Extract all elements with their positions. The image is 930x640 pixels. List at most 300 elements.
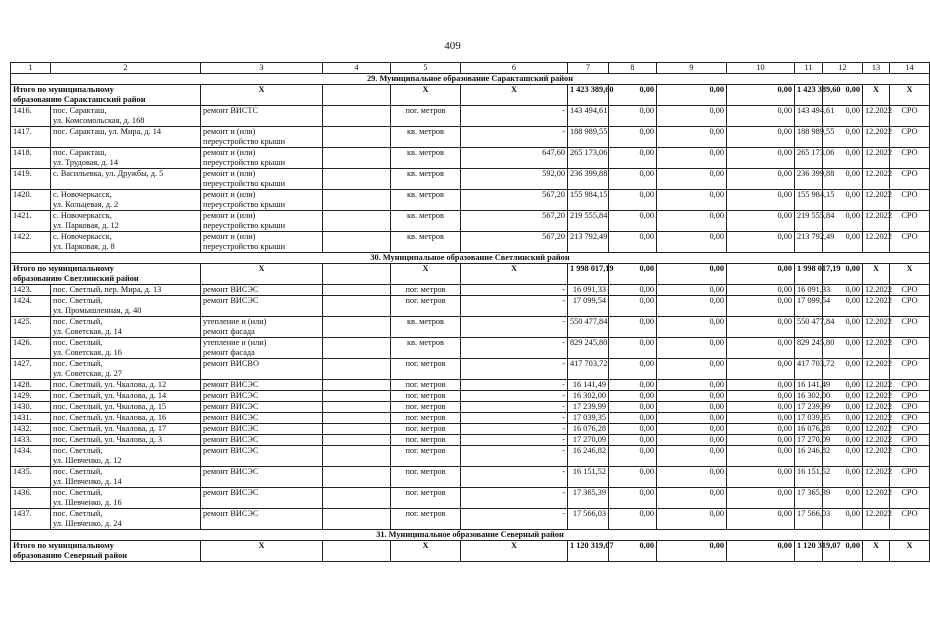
address-line-1: пос. Светлый, <box>53 359 103 368</box>
col-8-value: 0,00 <box>609 435 657 446</box>
unit: кв. метров <box>391 169 461 190</box>
work-type <box>201 488 323 509</box>
work-type <box>201 435 323 446</box>
total-col-10: 0,00 <box>727 541 795 562</box>
total-col-6: X <box>461 541 568 562</box>
col-10-value: 0,00 <box>727 285 795 296</box>
total-cost: 16 246,82 <box>568 446 609 467</box>
total-col-8: 0,00 <box>609 541 657 562</box>
col-12-value: 0,00 <box>823 148 863 169</box>
funding-source: СРО <box>890 106 930 127</box>
address-line-1: с. Васильевка, ул. Дружбы, д. 5 <box>53 169 164 178</box>
total-label-line-2: образованию Светлинский район <box>13 274 139 283</box>
total-col-13: X <box>863 541 890 562</box>
total-col-8: 0,00 <box>609 264 657 285</box>
total-cost: 17 365,39 <box>568 488 609 509</box>
work-type-line-2: ремонт фасада <box>203 327 255 336</box>
column-number-1: 1 <box>11 63 51 74</box>
spacer <box>323 190 391 211</box>
address-line-2: ул. Советская, д. 16 <box>53 348 122 357</box>
col-10-value: 0,00 <box>727 391 795 402</box>
table-row <box>11 106 930 127</box>
spacer <box>323 127 391 148</box>
address-line-1: с. Новочеркасск, <box>53 232 112 241</box>
unit: пог. метров <box>391 285 461 296</box>
address-line-1: пос. Светлый, пер. Мира, д. 13 <box>53 285 162 294</box>
spacer <box>323 106 391 127</box>
row-number: 1424. <box>11 296 51 317</box>
unit: кв. метров <box>391 127 461 148</box>
col-10-value: 0,00 <box>727 148 795 169</box>
col-12-value: 0,00 <box>823 391 863 402</box>
col-8-value: 0,00 <box>609 446 657 467</box>
work-type-line-1: ремонт и (или) <box>203 232 256 241</box>
quantity: - <box>461 402 568 413</box>
spacer <box>323 435 391 446</box>
col-9-value: 0,00 <box>657 467 727 488</box>
address-line-1: пос. Светлый, <box>53 317 103 326</box>
unit: пог. метров <box>391 509 461 530</box>
col-8-value: 0,00 <box>609 359 657 380</box>
col-11-value: 143 494,61 <box>795 106 823 127</box>
address-line-1: пос. Светлый, <box>53 509 103 518</box>
col-12-value: 0,00 <box>823 467 863 488</box>
address <box>51 509 201 530</box>
section-total-row <box>11 541 930 562</box>
col-10-value: 0,00 <box>727 446 795 467</box>
completion-date: 12.2022 <box>863 467 890 488</box>
col-10-value: 0,00 <box>727 424 795 435</box>
spacer <box>323 296 391 317</box>
completion-date: 12.2022 <box>863 190 890 211</box>
col-11-value: 17 270,09 <box>795 435 823 446</box>
work-type-line-1: ремонт ВИСТС <box>203 106 259 115</box>
completion-date: 12.2022 <box>863 338 890 359</box>
address <box>51 232 201 253</box>
total-cost: 17 239,99 <box>568 402 609 413</box>
funding-source: СРО <box>890 359 930 380</box>
funding-source: СРО <box>890 413 930 424</box>
work-type-line-1: ремонт ВИСЭС <box>203 402 259 411</box>
work-type <box>201 402 323 413</box>
table-row <box>11 413 930 424</box>
total-col-3: X <box>201 264 323 285</box>
row-number: 1431. <box>11 413 51 424</box>
col-11-value: 550 477,84 <box>795 317 823 338</box>
col-10-value: 0,00 <box>727 435 795 446</box>
col-10-value: 0,00 <box>727 509 795 530</box>
address <box>51 446 201 467</box>
column-number-6: 6 <box>461 63 568 74</box>
col-9-value: 0,00 <box>657 296 727 317</box>
unit: кв. метров <box>391 232 461 253</box>
address-line-1: пос. Светлый, <box>53 338 103 347</box>
column-number-7: 7 <box>568 63 609 74</box>
address-line-2: ул. Советская, д. 27 <box>53 369 122 378</box>
address <box>51 435 201 446</box>
completion-date: 12.2022 <box>863 435 890 446</box>
total-cost: 16 302,00 <box>568 391 609 402</box>
col-10-value: 0,00 <box>727 488 795 509</box>
column-number-4: 4 <box>323 63 391 74</box>
work-type-line-1: ремонт и (или) <box>203 127 256 136</box>
quantity: - <box>461 359 568 380</box>
total-cost: 17 566,03 <box>568 509 609 530</box>
col-12-value: 0,00 <box>823 285 863 296</box>
col-10-value: 0,00 <box>727 467 795 488</box>
table-row <box>11 435 930 446</box>
total-cost: 213 792,49 <box>568 232 609 253</box>
total-label-line-1: Итого по муниципальному <box>13 541 114 550</box>
col-8-value: 0,00 <box>609 296 657 317</box>
col-8-value: 0,00 <box>609 338 657 359</box>
col-12-value: 0,00 <box>823 446 863 467</box>
address-line-1: пос. Саракташ, ул. Мира, д. 14 <box>53 127 162 136</box>
quantity: - <box>461 446 568 467</box>
col-8-value: 0,00 <box>609 317 657 338</box>
col-12-value: 0,00 <box>823 488 863 509</box>
work-type <box>201 338 323 359</box>
address-line-1: пос. Светлый, <box>53 446 103 455</box>
address-line-1: пос. Светлый, ул. Чкалова, д. 12 <box>53 380 167 389</box>
table-row <box>11 127 930 148</box>
work-type-line-1: ремонт ВИСЭС <box>203 435 259 444</box>
unit: пог. метров <box>391 296 461 317</box>
col-12-value: 0,00 <box>823 435 863 446</box>
unit: кв. метров <box>391 190 461 211</box>
spacer <box>323 488 391 509</box>
col-9-value: 0,00 <box>657 232 727 253</box>
total-cost: 143 494,61 <box>568 106 609 127</box>
section-title-row <box>11 74 930 85</box>
work-type <box>201 211 323 232</box>
total-col-6: X <box>461 264 568 285</box>
total-col-5: X <box>391 264 461 285</box>
table-row <box>11 391 930 402</box>
col-9-value: 0,00 <box>657 413 727 424</box>
work-type <box>201 391 323 402</box>
col-8-value: 0,00 <box>609 380 657 391</box>
quantity: - <box>461 106 568 127</box>
quantity: - <box>461 488 568 509</box>
col-10-value: 0,00 <box>727 232 795 253</box>
work-type <box>201 296 323 317</box>
address <box>51 296 201 317</box>
address-line-2: ул. Шевченко, д. 12 <box>53 456 122 465</box>
address <box>51 402 201 413</box>
work-type <box>201 169 323 190</box>
total-cost: 17 039,35 <box>568 413 609 424</box>
address <box>51 488 201 509</box>
address-line-1: пос. Светлый, ул. Чкалова, д. 16 <box>53 413 167 422</box>
address <box>51 380 201 391</box>
col-12-value: 0,00 <box>823 413 863 424</box>
total-col-3: X <box>201 85 323 106</box>
section-title-row <box>11 530 930 541</box>
column-number-10: 10 <box>727 63 795 74</box>
col-9-value: 0,00 <box>657 380 727 391</box>
col-12-value: 0,00 <box>823 106 863 127</box>
total-cost: 829 245,80 <box>568 338 609 359</box>
spacer <box>323 211 391 232</box>
quantity: 567,20 <box>461 190 568 211</box>
col-12-value: 0,00 <box>823 190 863 211</box>
completion-date: 12.2022 <box>863 359 890 380</box>
col-12-value: 0,00 <box>823 424 863 435</box>
table-row <box>11 509 930 530</box>
unit: пог. метров <box>391 413 461 424</box>
completion-date: 12.2022 <box>863 488 890 509</box>
col-9-value: 0,00 <box>657 488 727 509</box>
col-12-value: 0,00 <box>823 359 863 380</box>
table-row <box>11 190 930 211</box>
funding-source: СРО <box>890 232 930 253</box>
unit: пог. метров <box>391 446 461 467</box>
section-title: 30. Муниципальное образование Светлинский район <box>11 253 930 264</box>
work-type <box>201 413 323 424</box>
work-type-line-2: переустройство крыши <box>203 137 286 146</box>
col-11-value: 17 566,03 <box>795 509 823 530</box>
funding-source: СРО <box>890 467 930 488</box>
col-9-value: 0,00 <box>657 211 727 232</box>
quantity: - <box>461 380 568 391</box>
column-number-8: 8 <box>609 63 657 74</box>
work-type-line-1: ремонт ВИСЭС <box>203 488 259 497</box>
funding-source: СРО <box>890 317 930 338</box>
total-col-9: 0,00 <box>657 85 727 106</box>
total-col-10: 0,00 <box>727 264 795 285</box>
col-12-value: 0,00 <box>823 338 863 359</box>
total-col-11: 1 120 319,07 <box>795 541 823 562</box>
work-type-line-2: переустройство крыши <box>203 179 286 188</box>
work-type-line-1: ремонт ВИСЭС <box>203 413 259 422</box>
unit: пог. метров <box>391 488 461 509</box>
address-line-1: пос. Светлый, <box>53 296 103 305</box>
work-type-line-1: ремонт ВИСЭС <box>203 391 259 400</box>
total-label-line-1: Итого по муниципальному <box>13 85 114 94</box>
col-11-value: 17 365,39 <box>795 488 823 509</box>
spacer <box>323 232 391 253</box>
col-11-value: 17 239,99 <box>795 402 823 413</box>
col-10-value: 0,00 <box>727 380 795 391</box>
col-9-value: 0,00 <box>657 435 727 446</box>
col-12-value: 0,00 <box>823 232 863 253</box>
col-9-value: 0,00 <box>657 190 727 211</box>
address <box>51 190 201 211</box>
col-8-value: 0,00 <box>609 169 657 190</box>
unit: пог. метров <box>391 391 461 402</box>
table-row <box>11 211 930 232</box>
col-9-value: 0,00 <box>657 169 727 190</box>
unit: пог. метров <box>391 402 461 413</box>
completion-date: 12.2022 <box>863 413 890 424</box>
col-8-value: 0,00 <box>609 211 657 232</box>
total-cost: 16 151,52 <box>568 467 609 488</box>
col-11-value: 155 984,15 <box>795 190 823 211</box>
total-cost: 188 989,55 <box>568 127 609 148</box>
address <box>51 467 201 488</box>
address <box>51 424 201 435</box>
table-row <box>11 232 930 253</box>
row-number: 1426. <box>11 338 51 359</box>
work-type <box>201 467 323 488</box>
column-number-14: 14 <box>890 63 930 74</box>
col-11-value: 16 091,33 <box>795 285 823 296</box>
total-label <box>11 541 201 562</box>
col-9-value: 0,00 <box>657 338 727 359</box>
col-10-value: 0,00 <box>727 211 795 232</box>
total-label <box>11 264 201 285</box>
col-8-value: 0,00 <box>609 402 657 413</box>
total-col-11: 1 423 389,60 <box>795 85 823 106</box>
row-number: 1419. <box>11 169 51 190</box>
unit: кв. метров <box>391 317 461 338</box>
table-row <box>11 317 930 338</box>
spacer <box>323 359 391 380</box>
total-cost: 155 984,15 <box>568 190 609 211</box>
section-total-row <box>11 264 930 285</box>
column-number-5: 5 <box>391 63 461 74</box>
funding-source: СРО <box>890 190 930 211</box>
spacer <box>323 285 391 296</box>
table-row <box>11 446 930 467</box>
funding-source: СРО <box>890 509 930 530</box>
work-type-line-1: утепление и (или) <box>203 317 267 326</box>
row-number: 1432. <box>11 424 51 435</box>
section-title: 31. Муниципальное образование Северный район <box>11 530 930 541</box>
col-10-value: 0,00 <box>727 296 795 317</box>
unit: пог. метров <box>391 467 461 488</box>
work-type-line-1: ремонт ВИСЭС <box>203 424 259 433</box>
row-number: 1436. <box>11 488 51 509</box>
work-type-line-1: ремонт ВИСЭС <box>203 296 259 305</box>
unit: пог. метров <box>391 106 461 127</box>
page-number: 409 <box>444 40 461 52</box>
col-10-value: 0,00 <box>727 413 795 424</box>
col-9-value: 0,00 <box>657 148 727 169</box>
work-type-line-1: ремонт и (или) <box>203 211 256 220</box>
total-col-14: X <box>890 264 930 285</box>
address-line-2: ул. Шевченко, д. 24 <box>53 519 122 528</box>
spacer <box>323 148 391 169</box>
completion-date: 12.2022 <box>863 391 890 402</box>
spacer <box>323 380 391 391</box>
completion-date: 12.2022 <box>863 296 890 317</box>
work-type-line-1: утепление и (или) <box>203 338 267 347</box>
address-line-2: ул. Трудовая, д. 14 <box>53 158 118 167</box>
address-line-1: пос. Светлый, ул. Чкалова, д. 3 <box>53 435 163 444</box>
unit: кв. метров <box>391 338 461 359</box>
total-label-line-2: образованию Саракташский район <box>13 95 146 104</box>
total-col-9: 0,00 <box>657 264 727 285</box>
col-8-value: 0,00 <box>609 190 657 211</box>
work-type <box>201 148 323 169</box>
funding-source: СРО <box>890 446 930 467</box>
work-type-line-1: ремонт ВИСЭС <box>203 380 259 389</box>
work-type-line-1: ремонт ВИСЭС <box>203 446 259 455</box>
work-type <box>201 127 323 148</box>
table-row <box>11 338 930 359</box>
address <box>51 285 201 296</box>
address-line-1: пос. Светлый, <box>53 488 103 497</box>
col-11-value: 219 555,84 <box>795 211 823 232</box>
col-9-value: 0,00 <box>657 127 727 148</box>
col-8-value: 0,00 <box>609 467 657 488</box>
completion-date: 12.2022 <box>863 402 890 413</box>
total-cost: 550 477,84 <box>568 317 609 338</box>
funding-source: СРО <box>890 402 930 413</box>
address-line-1: пос. Саракташ, <box>53 106 107 115</box>
funding-source: СРО <box>890 424 930 435</box>
spacer <box>323 317 391 338</box>
address-line-2: ул. Кольцевая, д. 2 <box>53 200 119 209</box>
work-type-line-1: ремонт ВИСЭС <box>203 509 259 518</box>
quantity: 647,60 <box>461 148 568 169</box>
total-col-11: 1 998 017,19 <box>795 264 823 285</box>
total-col-4 <box>323 85 391 106</box>
unit: пог. метров <box>391 424 461 435</box>
col-8-value: 0,00 <box>609 488 657 509</box>
col-9-value: 0,00 <box>657 509 727 530</box>
table-row <box>11 488 930 509</box>
work-type-line-2: переустройство крыши <box>203 158 286 167</box>
col-9-value: 0,00 <box>657 317 727 338</box>
work-type-line-2: переустройство крыши <box>203 221 286 230</box>
column-number-2: 2 <box>51 63 201 74</box>
total-col-7: 1 423 389,60 <box>568 85 609 106</box>
address-line-1: с. Новочеркасск, <box>53 211 112 220</box>
row-number: 1430. <box>11 402 51 413</box>
row-number: 1421. <box>11 211 51 232</box>
total-col-5: X <box>391 85 461 106</box>
completion-date: 12.2022 <box>863 127 890 148</box>
col-11-value: 236 399,88 <box>795 169 823 190</box>
unit: кв. метров <box>391 148 461 169</box>
work-type <box>201 359 323 380</box>
work-type-line-2: переустройство крыши <box>203 200 286 209</box>
col-9-value: 0,00 <box>657 446 727 467</box>
col-8-value: 0,00 <box>609 413 657 424</box>
table-row <box>11 467 930 488</box>
quantity: 592,00 <box>461 169 568 190</box>
total-col-9: 0,00 <box>657 541 727 562</box>
completion-date: 12.2022 <box>863 446 890 467</box>
address-line-1: пос. Светлый, ул. Чкалова, д. 14 <box>53 391 167 400</box>
col-11-value: 188 989,55 <box>795 127 823 148</box>
work-type <box>201 232 323 253</box>
col-8-value: 0,00 <box>609 509 657 530</box>
address-line-2: ул. Парковая, д. 12 <box>53 221 119 230</box>
spacer <box>323 169 391 190</box>
col-8-value: 0,00 <box>609 127 657 148</box>
row-number: 1434. <box>11 446 51 467</box>
col-11-value: 265 173,06 <box>795 148 823 169</box>
table-row <box>11 148 930 169</box>
total-cost: 219 555,84 <box>568 211 609 232</box>
col-9-value: 0,00 <box>657 359 727 380</box>
completion-date: 12.2022 <box>863 285 890 296</box>
table-row <box>11 296 930 317</box>
work-type-line-1: ремонт и (или) <box>203 148 256 157</box>
address-line-2: ул. Комсомольская, д. 168 <box>53 116 145 125</box>
col-8-value: 0,00 <box>609 148 657 169</box>
work-type <box>201 509 323 530</box>
table-row <box>11 424 930 435</box>
completion-date: 12.2022 <box>863 169 890 190</box>
col-11-value: 16 151,52 <box>795 467 823 488</box>
total-col-4 <box>323 264 391 285</box>
work-type <box>201 380 323 391</box>
